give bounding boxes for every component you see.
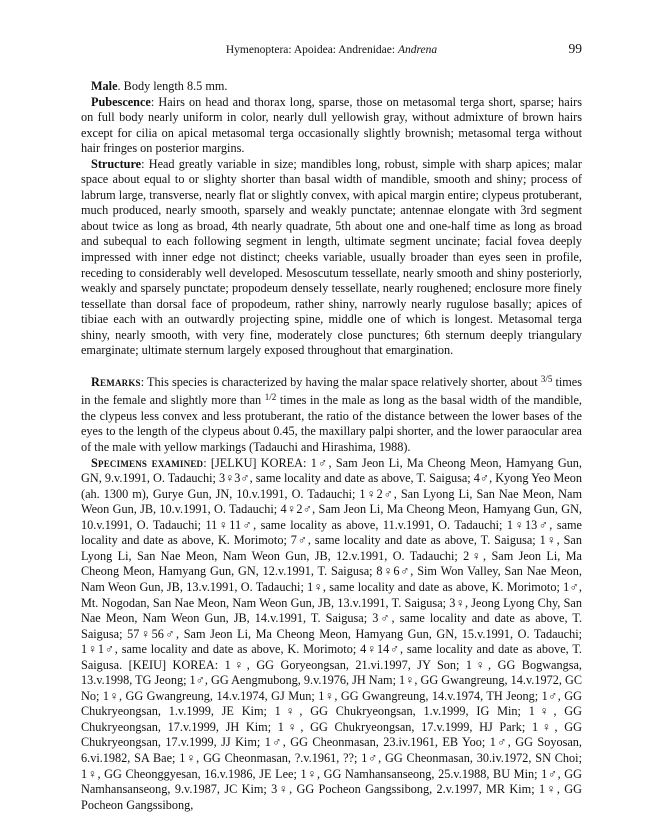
- remarks-text-1: : This species is characterized by having the malar space relatively shorter, about: [140, 374, 541, 389]
- specimens-heading: Specimens examined: [91, 455, 204, 470]
- structure-heading: Structure: [91, 156, 142, 171]
- male-paragraph: [81, 79, 582, 95]
- running-head-genus: Andrena: [397, 44, 438, 56]
- remarks-fraction-1: 3/5: [540, 373, 553, 384]
- remarks-heading: Remarks: [91, 374, 141, 389]
- running-head-prefix: Hymenoptera: Apoidea: Andrenidae:: [225, 44, 398, 56]
- male-text: . Body length 8.5 mm.: [117, 79, 228, 93]
- structure-paragraph: [81, 157, 582, 359]
- pubescence-text: : Hairs on head and thorax long, sparse, those on metasomal terga short, sparse; hairs on full body nearly uniform in color, nearly dull yellowish gray, without admixture of brown hairs except for cilia on apical metasomal terga occasionally slightly brownish; metasomal terga without hair fringes on posterior margins.: [81, 94, 582, 156]
- pubescence-paragraph: [81, 95, 582, 157]
- pubescence-heading: Pubescence: [91, 94, 151, 109]
- page-number: 99: [568, 41, 582, 56]
- body-text: [81, 79, 582, 813]
- male-heading: Male: [91, 79, 118, 93]
- running-head: [81, 44, 582, 60]
- remarks-text-3: times in the male as long as the basal width of the mandible, the clypeus less convex and less protuberant, the ratio of the distance between the lower bases of the eyes to the length of the clypeus about 0.45, the maxillary palpi shorter, and the lower paraocular area of the male with yellow markings (Tadauchi and Hirashima, 1988).: [81, 393, 582, 455]
- specimens-paragraph: [81, 456, 582, 814]
- structure-text: : Head greatly variable in size; mandibles long, robust, simple with sharp apices; malar space about equal to or slighty shorter than basal width of mandible, smooth and shiny; process of labrum large, transverse, nearly flat or slightly convex, with apical margin entire; clypeus protuberant, much produced, nearly smooth, sparsely and weakly punctate; antennae elongate with 3rd segment about twice as long as broad, 4th nearly quadrate, 5th about one and one-half time as long as broad and subequal to each following segment in length, ultimate segment uncinate; facial fovea deeply impressed with inner edge not distinct; cheeks variable, usually broader than eyes seen in profile, receding to considerably well developed. Mesoscutum tessellate, nearly smooth and shiny posteriorly, weakly and sparsely punctate; propodeum densely tessellate, nearly roughened; enclosure more finely tessellate than dorsal face of propodeum, rather shiny, narrowly nearly rugulose basally; apices of tibiae each with an outwardly projecting spine, middle one of which is longest. Metasomal terga shiny, nearly smooth, with very fine, moderately close punctures; 6th sternum deeply triangulary emarginate; ultimate sternum largely exposed throughout that emargination.: [81, 156, 582, 358]
- remarks-paragraph: [81, 372, 582, 456]
- specimens-text: : [JELKU] KOREA: 1♂, Sam Jeon Li, Ma Cheong Meon, Hamyang Gun, GN, 9.v.1991, O. Tadauchi; 3♀3♂, same locality and date as above, T. Saigusa; 4♂, Kyong Yeo Meon (ah. 1300 m), Gurye Gun, JN, 10.v.1991, O. Tadauchi; 1♀2♂, San Lyong Li, San Nae Meon, Nam Weon Gun, JB, 10.v.1991, O. Tadauchi; 4♀2♂, Sam Jeon Li, Ma Cheong Meon, Hamyang Gun, GN, 10.v.1991, O. Tadauchi; 11♀11♂, same locality as above, 11.v.1991, O. Tadauchi; 1♀13♂, same locality and date as above, K. Morimoto; 7♂, same locality and date as above, T. Saigusa; 1♀, San Lyong Li, San Nae Meon, Nam Weon Gun, JB, 12.v.1991, O. Tadauchi; 2♀, Sam Jeon Li, Ma Cheong Meon, Hamyang Gun, GN, 12.v.1991, T. Saigusa; 8♀6♂, Sim Won Valley, San Nae Meon, Nam Weon Gun, JB, 13.v.1991, O. Tadauchi; 1♀, same locality and date as above, K. Morimoto; 1♂, Mt. Nogodan, San Nae Meon, Nam Weon Gun, JB, 13.v.1991, T. Saigusa; 3♀, Jeong Lyong Chy, San Nae Meon, Nam Weon Gun, JB, 14.v.1991, T. Saigusa; 3♂, same locality and date as above, T. Saigusa; 57♀56♂, Sam Jeon Li, Ma Cheong Meon, Hamyang Gun, GN, 15.v.1991, O. Tadauchi; 1♀1♂, same locality and date as above, K. Morimoto; 4♀14♂, same locality and date as above, T. Saigusa. [KEIU] KOREA: 1♀, GG Goryeongsan, 21.vi.1997, JY Son; 1♀, GG Bogwangsa, 13.v.1998, TG Jeong; 1♂, GG Aengmubong, 9.v.1976, JH Nam; 1♀, GG Gwangreung, 14.v.1972, GC No; 1♀, GG Gwangreung, 14.v.1974, GJ Mun; 1♀, GG Gwangreung, 14.v.1974, TH Jeong; 1♂, GG Chukryeongsan, 1.v.1999, JE Kim; 1♀, GG Chukryeongsan, 1.v.1999, IG Min; 1♀, GG Chukryeongsan, 17.v.1999, JH Kim; 1♀, GG Chukryeongsan, 17.v.1999, HJ Park; 1♀, GG Chukryeongsan, 17.v.1999, JJ Kim; 1♂, GG Cheonmasan, 23.iv.1961, EB Yoo; 1♂, GG Soyosan, 6.vi.1982, SA Bae; 1♀, GG Cheonmasan, ?.v.1961, ??; 1♂, GG Cheonmasan, 30.iv.1972, SN Choi; 1♀, GG Cheonggyesan, 16.v.1986, JE Lee; 1♀, GG Namhansanseong, 25.v.1988, BU Min; 1♂, GG Namhansanseong, 9.v.1987, JC Kim; 3♀, GG Pocheon Gangssibong, 2.v.1997, MR Kim; 1♀, GG Pocheon Gangssibong,: [81, 455, 582, 812]
- remarks-fraction-2: 1/2: [264, 392, 277, 403]
- remarks-text-2: times in the female and slightly more than: [81, 374, 582, 408]
